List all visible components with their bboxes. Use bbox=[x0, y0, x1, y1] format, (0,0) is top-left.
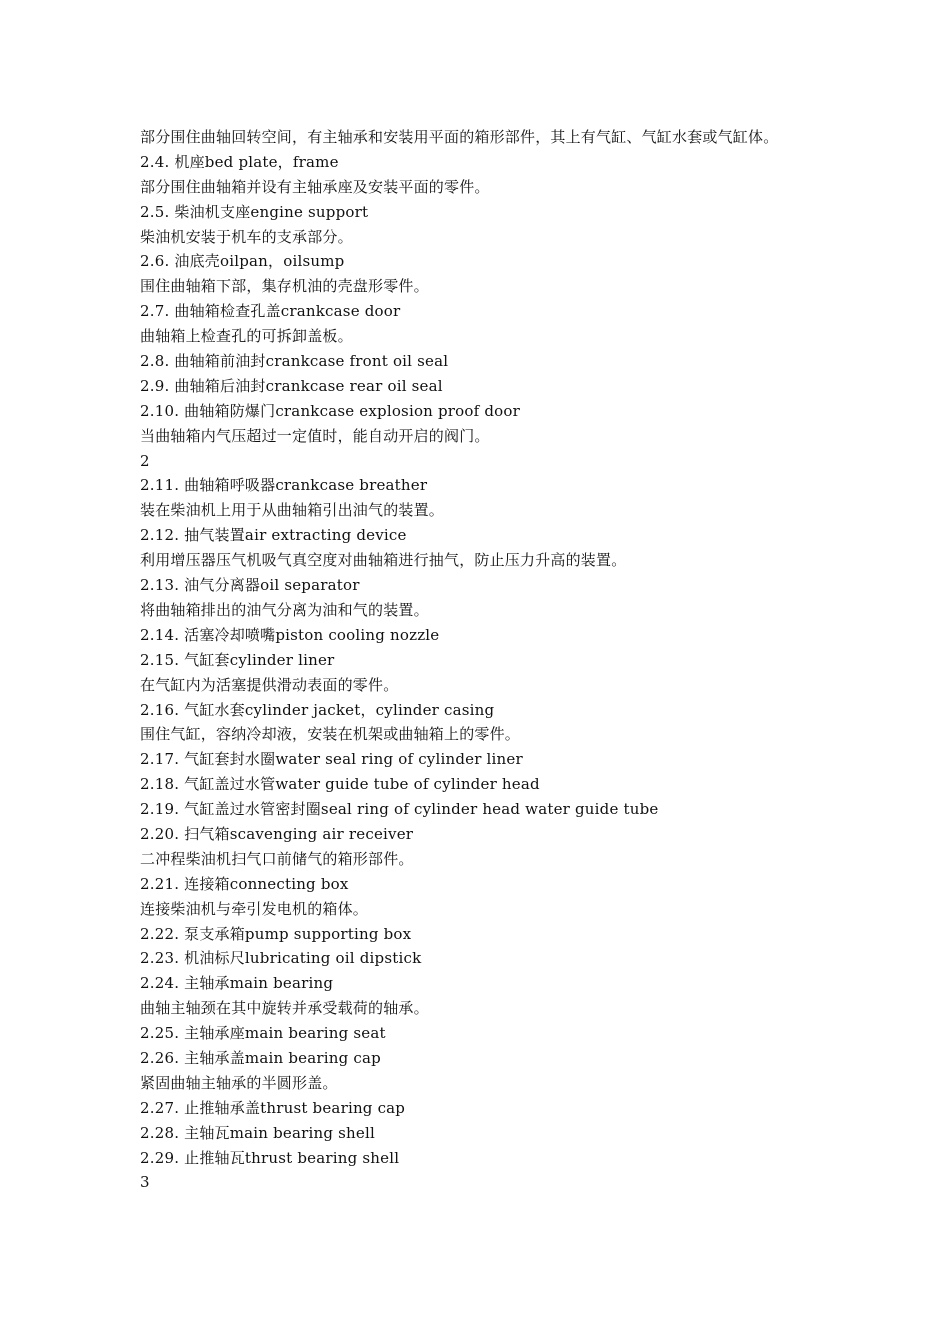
term-heading: 2.9. 曲轴箱后油封crankcase rear oil seal bbox=[140, 376, 443, 395]
term-heading: 2.8. 曲轴箱前油封crankcase front oil seal bbox=[140, 352, 449, 371]
term-heading: 2.21. 连接箱connecting box bbox=[140, 874, 349, 893]
term-heading: 2.13. 油气分离器oil separator bbox=[140, 576, 360, 595]
term-heading: 2.22. 泵支承箱pump supporting box bbox=[140, 924, 412, 943]
definition-text: 曲轴主轴颈在其中旋转并承受载荷的轴承。 bbox=[140, 999, 429, 1018]
term-heading: 2.27. 止推轴承盖thrust bearing cap bbox=[140, 1098, 406, 1117]
term-heading: 2.25. 主轴承座main bearing seat bbox=[140, 1024, 386, 1043]
term-heading: 2.20. 扫气箱scavenging air receiver bbox=[140, 824, 414, 843]
definition-text: 二冲程柴油机扫气口前储气的箱形部件。 bbox=[140, 849, 414, 868]
definition-text: 利用增压器压气机吸气真空度对曲轴箱进行抽气，防止压力升高的装置。 bbox=[140, 551, 627, 570]
term-heading: 2.18. 气缸盖过水管water guide tube of cylinder head bbox=[140, 775, 540, 794]
definition-text: 部分围住曲轴箱并设有主轴承座及安装平面的零件。 bbox=[140, 177, 490, 196]
term-heading: 2.14. 活塞冷却喷嘴piston cooling nozzle bbox=[140, 625, 440, 644]
definition-text: 围住曲轴箱下部，集存机油的壳盘形零件。 bbox=[140, 277, 429, 296]
term-heading: 2.28. 主轴瓦main bearing shell bbox=[140, 1123, 375, 1142]
term-heading: 2.15. 气缸套cylinder liner bbox=[140, 650, 335, 669]
term-heading: 2.26. 主轴承盖main bearing cap bbox=[140, 1048, 381, 1067]
page-number: 3 bbox=[140, 1173, 150, 1192]
term-heading: 2.23. 机油标尺lubricating oil dipstick bbox=[140, 949, 422, 968]
document-body bbox=[140, 125, 830, 1195]
definition-text: 当曲轴箱内气压超过一定值时，能自动开启的阀门。 bbox=[140, 426, 490, 445]
definition-text: 连接柴油机与牵引发电机的箱体。 bbox=[140, 899, 369, 918]
page-number: 2 bbox=[140, 451, 150, 470]
term-heading: 2.6. 油底壳oilpan，oilsump bbox=[140, 252, 345, 271]
definition-text: 紧固曲轴主轴承的半圆形盖。 bbox=[140, 1073, 338, 1092]
term-heading: 2.10. 曲轴箱防爆门crankcase explosion proof door bbox=[140, 401, 520, 420]
definition-text: 曲轴箱上检查孔的可拆卸盖板。 bbox=[140, 327, 353, 346]
definition-text: 柴油机安装于机车的支承部分。 bbox=[140, 227, 353, 246]
definition-text: 部分围住曲轴回转空间，有主轴承和安装用平面的箱形部件，其上有气缸、气缸水套或气缸体。 bbox=[140, 128, 779, 146]
term-heading: 2.29. 止推轴瓦thrust bearing shell bbox=[140, 1148, 400, 1167]
term-heading: 2.19. 气缸盖过水管密封圈seal ring of cylinder head water guide tube bbox=[140, 800, 659, 819]
term-heading: 2.12. 抽气装置air extracting device bbox=[140, 526, 407, 545]
term-heading: 2.16. 气缸水套cylinder jacket，cylinder casing bbox=[140, 700, 495, 719]
definition-text: 将曲轴箱排出的油气分离为油和气的装置。 bbox=[140, 600, 429, 619]
definition-text: 围住气缸，容纳冷却液，安装在机架或曲轴箱上的零件。 bbox=[140, 725, 521, 744]
term-heading: 2.7. 曲轴箱检查孔盖crankcase door bbox=[140, 302, 401, 321]
term-heading: 2.11. 曲轴箱呼吸器crankcase breather bbox=[140, 476, 428, 495]
term-heading: 2.17. 气缸套封水圈water seal ring of cylinder liner bbox=[140, 750, 523, 769]
term-heading: 2.5. 柴油机支座engine support bbox=[140, 202, 369, 221]
term-heading: 2.24. 主轴承main bearing bbox=[140, 974, 334, 993]
definition-text: 装在柴油机上用于从曲轴箱引出油气的装置。 bbox=[140, 501, 445, 520]
definition-text: 在气缸内为活塞提供滑动表面的零件。 bbox=[140, 675, 399, 694]
term-heading: 2.4. 机座bed plate，frame bbox=[140, 152, 339, 171]
